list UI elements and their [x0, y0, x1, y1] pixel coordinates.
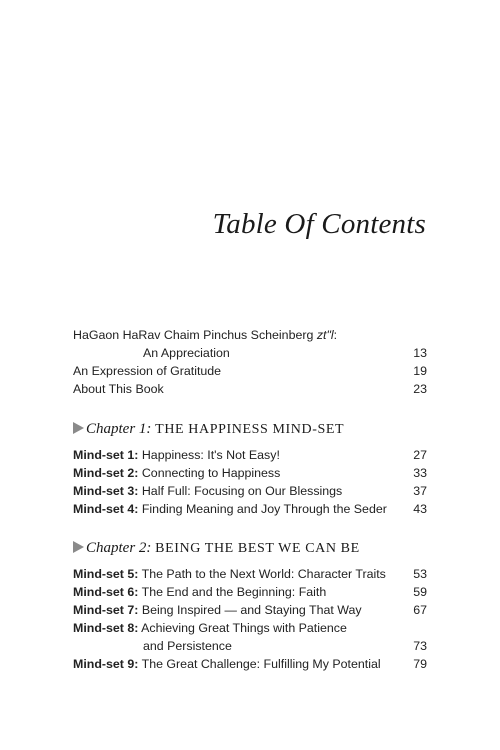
chapter-1-entries: [73, 446, 427, 518]
toc-entry-text: The Great Challenge: Fulfilling My Potential: [141, 657, 381, 671]
toc-entry-text: About This Book: [73, 382, 164, 396]
page-title: Table Of Contents: [212, 208, 426, 240]
chapter-2-section: [73, 536, 427, 560]
chapter-heading[interactable]: [73, 417, 427, 441]
page-number: 19: [413, 364, 427, 378]
page-number: 73: [413, 639, 427, 653]
toc-entry-text: Happiness: It's Not Easy!: [141, 448, 280, 462]
toc-entry-text: Half Full: Focusing on Our Blessings: [141, 484, 343, 498]
mindset-label: Mind-set 8:: [73, 621, 139, 635]
page-number: 79: [413, 657, 427, 671]
chapter-title: BEING THE BEST WE CAN BE: [155, 541, 360, 556]
chapter-number: Chapter 2:: [86, 540, 152, 556]
toc-entry-text: The End and the Beginning: Faith: [141, 585, 327, 599]
toc-entry[interactable]: [73, 583, 427, 601]
mindset-label: Mind-set 5:: [73, 567, 139, 581]
mindset-label: Mind-set 3:: [73, 484, 139, 498]
toc-entry-text: The Path to the Next World: Character Traits: [141, 567, 386, 581]
triangle-bullet-icon: [73, 422, 84, 434]
toc-entry[interactable]: [73, 380, 427, 398]
toc-entry-text: An Expression of Gratitude: [73, 364, 222, 378]
toc-entry[interactable]: [73, 326, 427, 344]
toc-entry-text: and Persistence: [143, 639, 232, 653]
toc-entry[interactable]: [73, 655, 427, 673]
toc-entry[interactable]: [73, 482, 427, 500]
toc-entry-text: Connecting to Happiness: [141, 466, 281, 480]
page-number: 37: [413, 484, 427, 498]
page-number: 27: [413, 448, 427, 462]
mindset-label: Mind-set 9:: [73, 657, 139, 671]
toc-entry[interactable]: [73, 601, 427, 619]
page-number: 33: [413, 466, 427, 480]
toc-entry-text: HaGaon HaRav Chaim Pinchus Scheinberg zt"l:: [73, 328, 338, 342]
toc-entry[interactable]: [73, 344, 427, 362]
toc-entry-text: Finding Meaning and Joy Through the Seder: [141, 502, 387, 516]
chapter-title: THE HAPPINESS MIND-SET: [155, 422, 345, 437]
toc-entry[interactable]: [73, 500, 427, 518]
page-number: 43: [413, 502, 427, 516]
toc-entry-text: Being Inspired — and Staying That Way: [141, 603, 362, 617]
page-number: 59: [413, 585, 427, 599]
toc-entry[interactable]: [73, 464, 427, 482]
toc-entry[interactable]: [73, 362, 427, 380]
chapter-heading[interactable]: [73, 536, 427, 560]
page-number: 13: [413, 346, 427, 360]
mindset-label: Mind-set 7:: [73, 603, 139, 617]
mindset-label: Mind-set 1:: [73, 448, 139, 462]
page-number: 23: [413, 382, 427, 396]
toc-entry[interactable]: [73, 565, 427, 583]
toc-entry-text: Achieving Great Things with Patience: [141, 621, 347, 635]
mindset-label: Mind-set 2:: [73, 466, 139, 480]
triangle-bullet-icon: [73, 541, 84, 553]
page-number: 53: [413, 567, 427, 581]
toc-entry[interactable]: [73, 619, 427, 637]
toc-entry-text: An Appreciation: [143, 346, 230, 360]
chapter-1-section: [73, 417, 427, 441]
toc-entry[interactable]: [73, 446, 427, 464]
mindset-label: Mind-set 4:: [73, 502, 139, 516]
chapter-2-entries: [73, 565, 427, 673]
chapter-number: Chapter 1:: [86, 421, 152, 437]
page-number: 67: [413, 603, 427, 617]
toc-entry-continuation[interactable]: [73, 637, 427, 655]
mindset-label: Mind-set 6:: [73, 585, 139, 599]
front-matter-list: [73, 326, 427, 398]
